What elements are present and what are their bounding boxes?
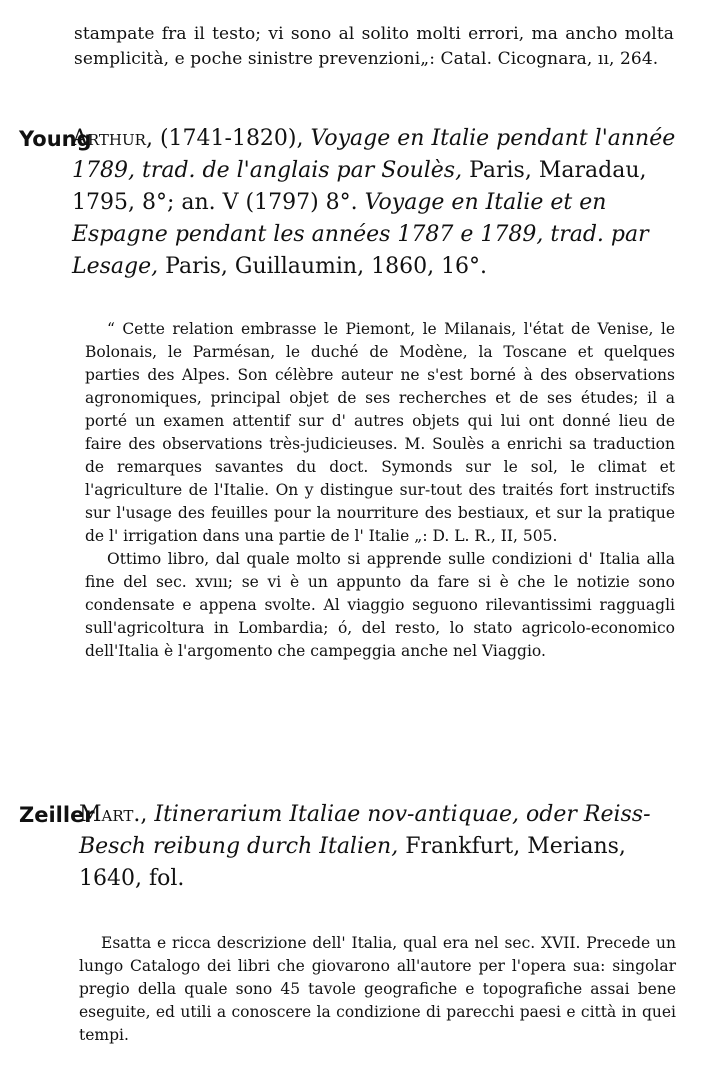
entry-title-2: Voyage en Italie et en Espagne pendant les années 1787 e 1789, trad. par Lesage, bbox=[72, 190, 649, 279]
entry-publication: Frankfurt, Merians, 1640, fol. bbox=[79, 834, 626, 891]
entry-publication-2: Paris, Guillaumin, 1860, 16°. bbox=[165, 254, 488, 279]
entry-zeiller-notes bbox=[79, 932, 676, 1047]
fragment-text: stampate fra il testo; vi sono al solito molti errori, ma ancho molta semplicità, e poche sinistre prevenzioni„: Catal. Cicognara, ıı, 264. bbox=[74, 24, 674, 69]
entry-surname: Zeiller bbox=[19, 803, 95, 827]
entry-zeiller bbox=[19, 799, 684, 895]
entry-title: Itinerarium Italiae nov-antiquae, oder Reiss-Besch reibung durch Italien, bbox=[79, 802, 651, 859]
entry-publication-1: Paris, Maradau, 1795, 8°; an. V (1797) 8°. bbox=[72, 158, 647, 215]
entry-heading bbox=[79, 799, 684, 895]
entry-forename: Mart., bbox=[79, 802, 148, 827]
entry-forename: Arthur, bbox=[72, 126, 153, 151]
entry-young bbox=[19, 123, 692, 283]
entry-heading bbox=[72, 123, 692, 283]
quoted-review: “ Cette relation embrasse le Piemont, le Milanais, l'état de Venise, le Bolonais, le Parmésan, le duché de Modène, la Toscane et quelques parties des Alpes. Son célèbre auteur ne s'est borné à des observations agronomiques, principal objet de ses recherches et de ses études; il a porté un examen attentif sur d' autres objets qui lui ont donné lieu de faire des observations très-judicieuses. M. Soulès a enrichi sa traduction de remarques savantes du doct. Symonds sur le sol, le climat et l'agriculture de l'Italie. On y distingue sur-tout des traités fort instructifs sur l'usage des feuilles pour la nourriture des bestiaux, et sur la pratique de l' irrigation dans una partie de l' Italie „: D. L. R., II, 505. bbox=[85, 320, 675, 545]
editor-comment: Esatta e ricca descrizione dell' Italia, qual era nel sec. XVII. Precede un lungo Catalogo dei libri che giovarono all'autore per l'opera sua: singolar pregio della quale sono 45 tavole geografiche e topografiche assai bene eseguite, ed utili a conoscere la condizione di parecchi paesi e città in quei tempi. bbox=[79, 934, 676, 1044]
previous-entry-fragment bbox=[74, 22, 674, 72]
entry-dates: (1741-1820), bbox=[159, 126, 304, 151]
entry-title-1: Voyage en Italie pendant l'année 1789, trad. de l'anglais par Soulès, bbox=[72, 126, 676, 183]
editor-comment: Ottimo libro, dal quale molto si apprende sulle condizioni d' Italia alla fine del sec. xvııı; se vi è un appunto da fare si è che le notizie sono condensate e appena svolte. Al viaggio seguono rilevantissimi ragguagli sull'agricoltura in Lombardia; ó, del resto, lo stato agricolo-economico dell'Italia è l'argomento che campeggia anche nel Viaggio. bbox=[85, 550, 675, 660]
entry-surname: Young bbox=[19, 127, 92, 151]
entry-young-notes bbox=[85, 318, 675, 663]
